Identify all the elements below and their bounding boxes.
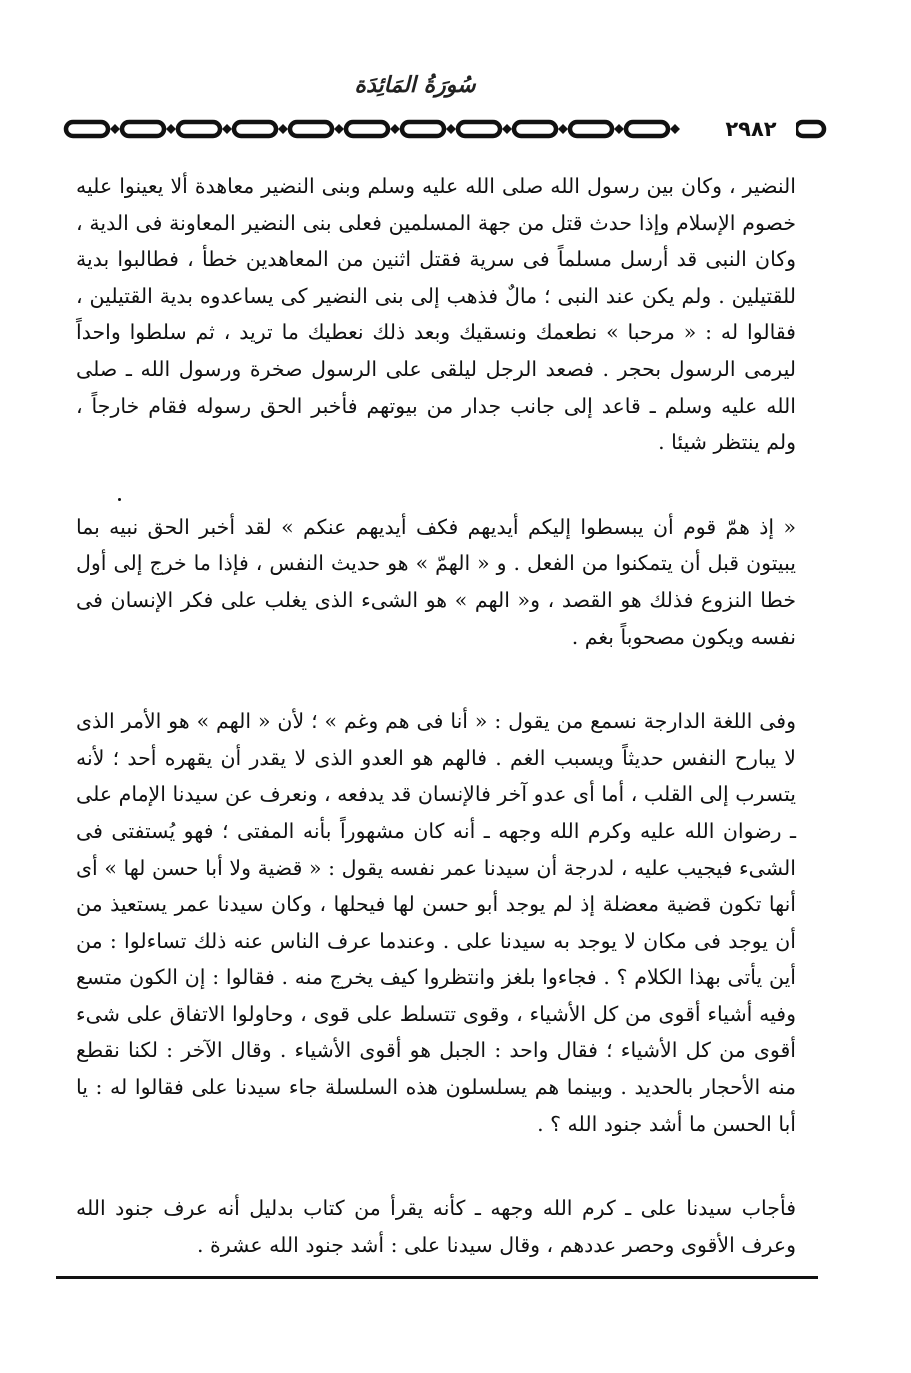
chain-link [570, 122, 612, 136]
chain-diamond [166, 124, 176, 134]
paragraph-2: « إذ همّ قوم أن يبسطوا إليكم أيديهم فكف أيديهم عنكم » لقد أخبر الحق نبيه بما يبيتون قبل أن يتمكنوا من الفعل . و « الهمّ » هو حديث النفس ، فإذا ما خرج إلى أول خطا النزوع فذلك هو القصد ، و« الهم » هو الشىء الذى يغلب على فكر الإنسان فى نفسه ويكون مصحوباً بغم . [76, 514, 796, 649]
chain-diamond [670, 124, 680, 134]
chain-diamond [446, 124, 456, 134]
chain-link [458, 122, 500, 136]
chain-link [796, 122, 824, 136]
print-speck [118, 498, 121, 501]
chain-diamond [390, 124, 400, 134]
chain-link [66, 122, 108, 136]
chain-diamond [278, 124, 288, 134]
body-text [76, 168, 796, 1263]
chain-diamond [222, 124, 232, 134]
chain-link [234, 122, 276, 136]
paragraph-gap [76, 655, 796, 703]
chain-link [122, 122, 164, 136]
chain-link [626, 122, 668, 136]
chain-diamond [110, 124, 120, 134]
surah-title: سُورَةُ المَائِدَة [354, 72, 476, 98]
paragraph-1: النضير ، وكان بين رسول الله صلى الله عليه وسلم وبنى النضير معاهدة ألا يعينوا عليه خصوم الإسلام وإذا حدث قتل من جهة المسلمين فعلى بنى النضير المعاونة فى الدية ، وكان النبى قد أرسل مسلماً فى سرية فقتل اثنين من المعاهدين خطأ ، فطالبوا بدية للقتيلين . ولم يكن عند النبى ؛ مالٌ فذهب إلى بنى النضير كى يساعدوه بدية القتيلين ، فقالوا له : « مرحبا » نطعمك ونسقيك وبعد ذلك نعطيك ما تريد ، ثم سلطوا واحداً ليرمى الرسول بحجر . فصعد الرجل ليلقى على الرسول صخرة ورسول الله ـ صلى الله عليه وسلم ـ قاعد إلى جانب جدار من بيوتهم فأخبر الحق رسوله فقام خارجاً ، ولم ينتظر شيئا . [76, 174, 796, 455]
paragraph-gap [76, 1142, 796, 1190]
footer-rule [56, 1276, 818, 1279]
chain-link [178, 122, 220, 136]
paragraph-4: فأجاب سيدنا على ـ كرم الله وجهه ـ كأنه يقرأ من كتاب بدليل أنه عرف جنود الله وعرف الأقوى وحصر عددهم ، وقال سيدنا على : أشد جنود الله عشرة . [76, 1196, 796, 1257]
paragraph-3: وفى اللغة الدارجة نسمع من يقول : « أنا فى هم وغم » ؛ لأن « الهم » هو الأمر الذى لا يبارح النفس حديثاً ويسبب الغم . فالهم هو العدو الذى لا يقدر أن يقهره أحد ؛ لأنه يتسرب إلى القلب ، أما أى عدو آخر فالإنسان قد يدفعه ، ونعرف عن سيدنا الإمام على ـ رضوان الله عليه وكرم الله وجهه ـ أنه كان مشهوراً بأنه المفتى ؛ فهو يُستفتى فى الشىء فيجيب عليه ، لدرجة أن سيدنا عمر نفسه يقول : « قضية ولا أبا حسن لها » أى أنها تكون قضية معضلة إذ لم يوجد أبو حسن لها فيحلها ، وكان سيدنا عمر يستعيذ من أن يوجد فى مكان لا يوجد به سيدنا على . وعندما عرف الناس عنه ذلك تساءلوا : من أين يأتى بهذا الكلام ؟ . فجاءوا بلغز وانتظروا كيف يخرج منه . فقالوا : إن الكون متسع وفيه أشياء أقوى من كل الأشياء ، وقوى تتسلط على قوى ، وحاولوا الاتفاق على شىء أقوى من كل الأشياء ؛ فقال واحد : الجبل هو أقوى الأشياء . وقال الآخر : لكنا نقطع منه الأحجار بالحديد . وبينما هم يسلسلون هذه السلسلة جاء سيدنا على فقالوا له : يا أبا الحسن ما أشد جنود الله ؟ . [76, 709, 796, 1136]
page-number: ٢٩٨٢ [706, 116, 796, 142]
chain-diamond [334, 124, 344, 134]
chain-link [346, 122, 388, 136]
chain-diamond [558, 124, 568, 134]
chain-diamond [502, 124, 512, 134]
chain-link [514, 122, 556, 136]
chain-diamond [614, 124, 624, 134]
paragraph-gap [76, 461, 796, 509]
chain-link [402, 122, 444, 136]
chain-link [290, 122, 332, 136]
